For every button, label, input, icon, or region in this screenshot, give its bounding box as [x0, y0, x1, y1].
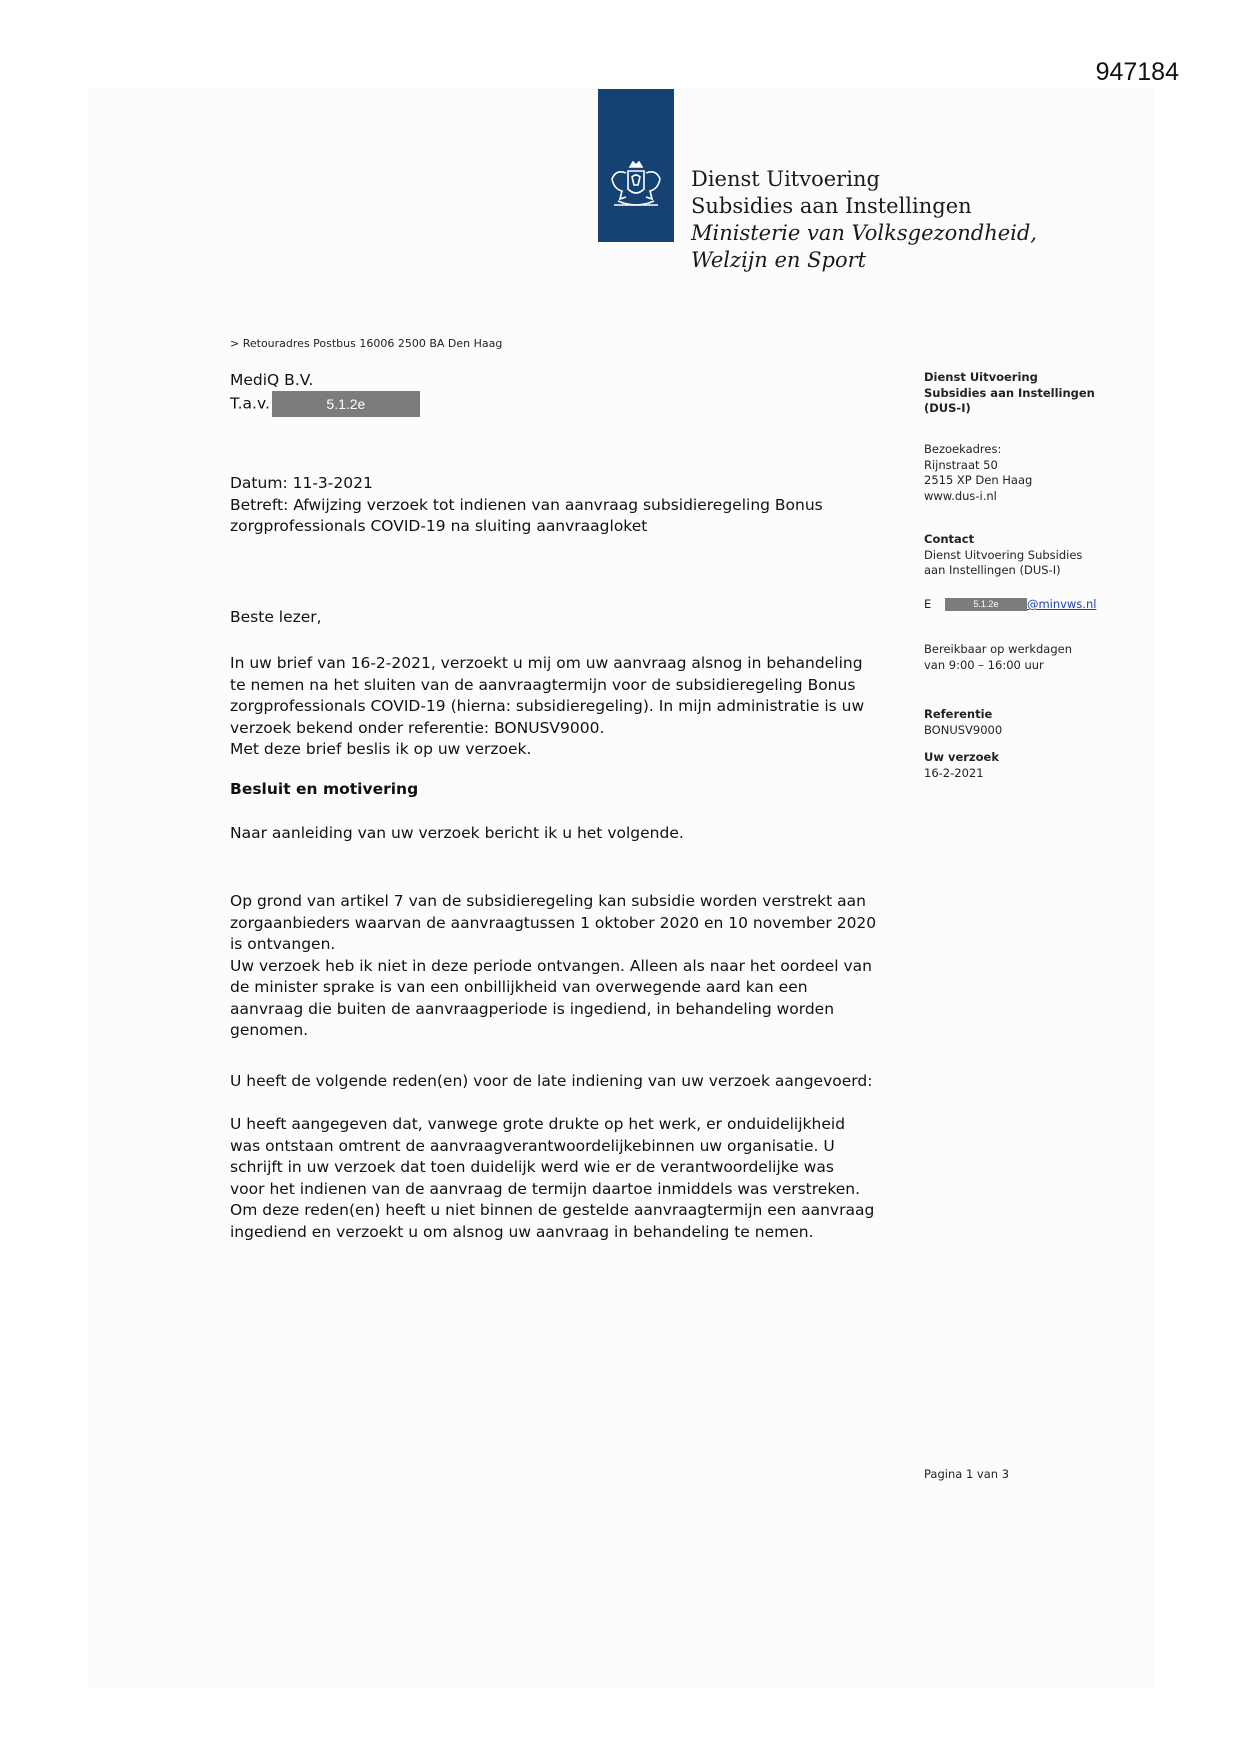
date-value: 11-3-2021 — [292, 474, 373, 492]
text-line: ingediend en verzoekt u om alsnog uw aanvraag in behandeling te nemen. — [230, 1222, 814, 1241]
org-line-1: Dienst Uitvoering — [691, 167, 880, 191]
intro-paragraph — [230, 653, 910, 761]
document-id: 947184 — [1095, 58, 1179, 86]
salutation: Beste lezer, — [230, 608, 322, 626]
text-line: Om deze reden(en) heeft u niet binnen de gestelde aanvraagtermijn een aanvraag — [230, 1201, 875, 1219]
contact-line: Dienst Uitvoering Subsidies — [924, 547, 1083, 562]
coat-of-arms-icon — [604, 159, 668, 215]
organization-name — [691, 166, 1037, 274]
sidebar-org-line: Dienst Uitvoering — [924, 370, 1038, 384]
date-label: Datum — [230, 474, 283, 492]
page-number: Pagina 1 van 3 — [924, 1467, 1010, 1481]
text-line: U heeft aangegeven dat, vanwege grote drukte op het werk, er onduidelijkheid — [230, 1115, 846, 1133]
sidebar-org-line: (DUS-I) — [924, 401, 971, 415]
ministry-line-2: Welzijn en Sport — [691, 248, 867, 272]
availability-line: Bereikbaar op werkdagen — [924, 642, 1073, 656]
visit-label: Bezoekadres: — [924, 442, 1002, 456]
availability-line: van 9:00 – 16:00 uur — [924, 657, 1044, 672]
text-line: de minister sprake is van een onbillijkheid van overwegende aard kan een — [230, 978, 808, 996]
recipient-attention — [230, 391, 420, 417]
visit-web: www.dus-i.nl — [924, 488, 997, 503]
text-line: In uw brief van 16-2-2021, verzoekt u mij om uw aanvraag alsnog in behandeling — [230, 654, 863, 672]
ministry-line-1: Ministerie van Volksgezondheid, — [691, 221, 1037, 245]
redaction-box: 5.1.2e — [272, 391, 420, 417]
sidebar-email — [924, 597, 1154, 613]
text-line: voor het indienen van de aanvraag de termijn daartoe inmiddels was verstreken. — [230, 1179, 861, 1198]
redaction-box: 5.1.2e — [945, 598, 1027, 611]
email-prefix: E — [924, 597, 932, 611]
article-paragraph — [230, 891, 910, 1042]
section-intro: Naar aanleiding van uw verzoek bericht ik u het volgende. — [230, 824, 684, 842]
text-line: Op grond van artikel 7 van de subsidieregeling kan subsidie worden verstrekt aan — [230, 892, 866, 910]
visit-city: 2515 XP Den Haag — [924, 473, 1033, 487]
subject-line-1: Betreft: Afwijzing verzoek tot indienen van aanvraag subsidieregeling Bonus — [230, 495, 823, 514]
reference-label: Referentie — [924, 707, 993, 721]
sidebar-reference — [924, 707, 1154, 738]
text-line: Uw verzoek heb ik niet in deze periode ontvangen. Alleen als naar het oordeel van — [230, 956, 872, 975]
email-link[interactable]: @minvws.nl — [1026, 597, 1097, 611]
text-line: schrijft in uw verzoek dat toen duidelijk werd wie er de verantwoordelijke was — [230, 1158, 834, 1176]
text-line: is ontvangen. — [230, 935, 336, 953]
tav-label: T.a.v. — [230, 394, 270, 413]
text-line: zorgaanbieders waarvan de aanvraagtussen 1 oktober 2020 en 10 november 2020 — [230, 913, 877, 932]
sidebar-availability — [924, 642, 1154, 673]
request-date: 16-2-2021 — [924, 765, 984, 780]
recipient-company: MediQ B.V. — [230, 371, 314, 389]
reference-value: BONUSV9000 — [924, 722, 1003, 737]
text-line: verzoek bekend onder referentie: BONUSV9000. — [230, 718, 605, 737]
sidebar-org-line: Subsidies aan Instellingen — [924, 385, 1095, 400]
return-address: > Retouradres Postbus 16006 2500 BA Den Haag — [230, 337, 503, 350]
sidebar-contact — [924, 532, 1154, 579]
rijksoverheid-logo-bar — [598, 89, 674, 242]
reasons-paragraph — [230, 1114, 910, 1243]
request-label: Uw verzoek — [924, 750, 999, 764]
text-line: Met deze brief beslis ik op uw verzoek. — [230, 740, 532, 758]
visit-street: Rijnstraat 50 — [924, 457, 998, 472]
org-line-2: Subsidies aan Instellingen — [691, 194, 972, 218]
sidebar-org — [924, 370, 1154, 417]
sidebar-visit-address — [924, 442, 1154, 504]
text-line: aanvraag die buiten de aanvraagperiode is ingediend, in behandeling worden — [230, 999, 835, 1018]
text-line: was ontstaan omtrent de aanvraagverantwoordelijkebinnen uw organisatie. U — [230, 1136, 835, 1155]
contact-line: aan Instellingen (DUS-I) — [924, 563, 1061, 577]
contact-label: Contact — [924, 532, 975, 546]
date-line: Datum: 11-3-2021 — [230, 474, 373, 492]
text-line: te nemen na het sluiten van de aanvraagtermijn voor de subsidieregeling Bonus — [230, 675, 856, 694]
text-line: genomen. — [230, 1021, 309, 1039]
section-heading: Besluit en motivering — [230, 780, 419, 798]
sidebar-request — [924, 750, 1154, 781]
text-line: zorgprofessionals COVID-19 (hierna: subsidieregeling). In mijn administratie is uw — [230, 697, 865, 715]
page-background — [88, 88, 1154, 1688]
date-subject-block — [230, 473, 910, 538]
recipient-block — [230, 370, 420, 417]
subject-line-2: zorgprofessionals COVID-19 na sluiting aanvraagloket — [230, 517, 648, 535]
reasons-intro: U heeft de volgende reden(en) voor de late indiening van uw verzoek aangevoerd: — [230, 1072, 873, 1090]
